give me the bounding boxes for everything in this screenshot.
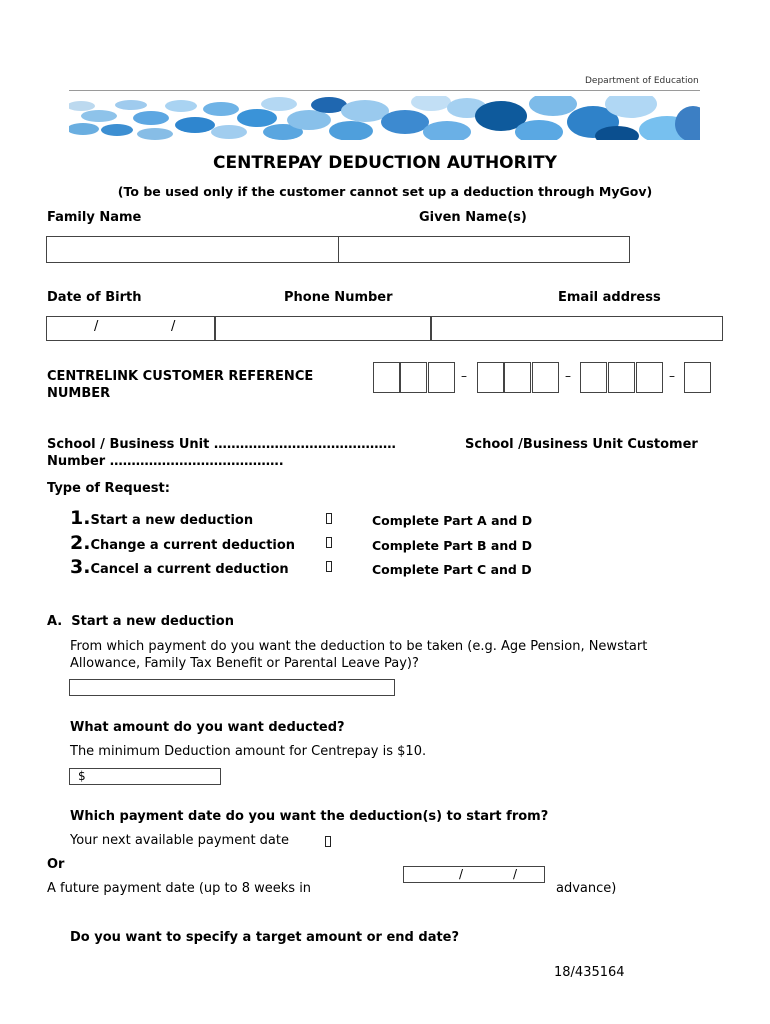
school-unit-label: School / Business Unit …………………………………… (47, 437, 396, 452)
future-date-label: A future payment date (up to 8 weeks in (47, 881, 312, 896)
header-rule (69, 90, 700, 91)
currency-symbol: $ (78, 769, 86, 783)
phone-label: Phone Number (284, 290, 393, 305)
next-payment-date-label: Your next available payment date (70, 833, 289, 848)
payment-question-line1: From which payment do you want the deduction to be taken (e.g. Age Pension, Newstart (70, 639, 648, 654)
department-label: Department of Education (585, 76, 699, 86)
given-names-label: Given Name(s) (419, 210, 527, 225)
dob-separator: / (94, 319, 99, 334)
minimum-amount-note: The minimum Deduction amount for Centrepay is $10. (70, 744, 427, 759)
request-option-3 (70, 556, 289, 578)
school-unit-customer-label: School /Business Unit Customer (465, 437, 698, 452)
dob-input[interactable] (46, 316, 215, 341)
target-amount-question: Do you want to specify a target amount or end date? (70, 930, 460, 945)
request-number: 2. (70, 532, 91, 554)
section-a-heading: A. Start a new deduction (47, 614, 234, 629)
change-deduction-checkbox[interactable] (326, 537, 332, 548)
header-banner-image (69, 96, 700, 140)
given-names-input[interactable] (338, 236, 630, 263)
request-part: Complete Part B and D (372, 538, 532, 553)
request-label: Change a current deduction (90, 538, 296, 553)
start-date-question: Which payment date do you want the deduction(s) to start from? (70, 809, 549, 824)
family-name-input[interactable] (46, 236, 339, 263)
crn-label-line2: NUMBER (47, 386, 111, 401)
dob-separator: / (171, 319, 176, 334)
request-part: Complete Part C and D (372, 562, 532, 577)
cancel-deduction-checkbox[interactable] (326, 561, 332, 572)
crn-digit-input[interactable] (684, 362, 711, 393)
crn-digit-input[interactable] (636, 362, 663, 393)
school-unit-number-label: Number …………………………………. (47, 454, 284, 469)
request-part: Complete Part A and D (372, 513, 533, 528)
crn-digit-input[interactable] (504, 362, 531, 393)
request-option-1 (70, 507, 253, 529)
payment-question-line2: Allowance, Family Tax Benefit or Parental Leave Pay)? (70, 656, 419, 671)
crn-dash: – (669, 369, 675, 383)
crn-digit-input[interactable] (428, 362, 455, 393)
phone-input[interactable] (215, 316, 431, 341)
date-separator: / (513, 867, 518, 881)
crn-digit-input[interactable] (580, 362, 607, 393)
request-option-2 (70, 532, 295, 554)
request-label: Cancel a current deduction (90, 562, 289, 577)
amount-question: What amount do you want deducted? (70, 720, 345, 735)
crn-label (47, 368, 313, 402)
crn-label-line1: CENTRELINK CUSTOMER REFERENCE (47, 369, 314, 384)
future-date-input[interactable] (403, 866, 545, 883)
request-label: Start a new deduction (90, 513, 254, 528)
crn-dash: – (461, 369, 467, 383)
page-title: CENTREPAY DEDUCTION AUTHORITY (213, 153, 557, 173)
document-reference: 18/435164 (554, 965, 625, 980)
future-date-label-end: advance) (556, 881, 617, 896)
payment-type-input[interactable] (69, 679, 395, 696)
request-type-heading: Type of Request: (47, 481, 170, 496)
email-label: Email address (558, 290, 661, 305)
family-name-label: Family Name (47, 210, 142, 225)
crn-digit-input[interactable] (532, 362, 559, 393)
start-deduction-checkbox[interactable] (326, 513, 332, 524)
next-payment-date-checkbox[interactable] (325, 836, 331, 847)
crn-digit-input[interactable] (477, 362, 504, 393)
or-label: Or (47, 857, 65, 872)
crn-digit-input[interactable] (373, 362, 400, 393)
date-separator: / (459, 867, 464, 881)
crn-digit-input[interactable] (608, 362, 635, 393)
request-number: 1. (70, 507, 91, 529)
amount-input[interactable] (69, 768, 221, 785)
dob-label: Date of Birth (47, 290, 142, 305)
crn-dash: – (565, 369, 571, 383)
email-input[interactable] (431, 316, 723, 341)
page-subtitle: (To be used only if the customer cannot set up a deduction through MyGov) (117, 184, 653, 199)
crn-digit-input[interactable] (400, 362, 427, 393)
request-number: 3. (70, 556, 91, 578)
